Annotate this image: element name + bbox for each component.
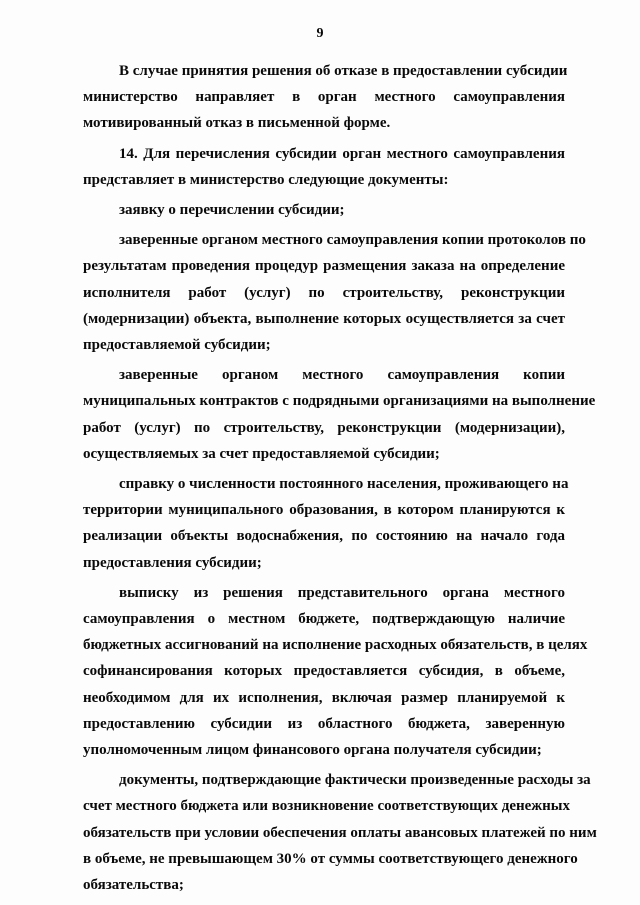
paragraph — [83, 580, 588, 763]
text-line: самоуправления о местном бюджете, подтверждающую наличие — [83, 611, 565, 628]
text-line: бюджетных ассигнований на исполнение расходных обязательств, в целях — [83, 637, 588, 654]
paragraph — [83, 197, 565, 223]
paragraph — [83, 58, 568, 137]
page-number: 9 — [316, 26, 324, 41]
text-line: 14. Для перечисления субсидии орган местного самоуправления — [119, 145, 565, 162]
text-line: заявку о перечислении субсидии; — [119, 202, 345, 219]
text-line: обязательств при условии обеспечения оплаты авансовых платежей по ним — [83, 824, 597, 841]
text-line: (модернизации) объекта, выполнение которых осуществляется за счет — [83, 310, 565, 327]
text-line: необходимом для их исполнения, включая размер планируемой к — [83, 689, 565, 706]
text-line: муниципальных контрактов с подрядными организациями на выполнение — [83, 393, 596, 410]
text-line: исполнителя работ (услуг) по строительству, реконструкции — [83, 284, 565, 301]
text-line: В случае принятия решения об отказе в предоставлении субсидии — [119, 63, 568, 79]
text-line: выписку из решения представительного органа местного — [119, 584, 565, 601]
text-line: территории муниципального образования, в котором планируются к — [83, 502, 565, 519]
text-line: предоставляемой субсидии; — [83, 337, 271, 354]
text-line: уполномоченным лицом финансового органа получателя субсидии; — [83, 742, 542, 759]
text-line: документы, подтверждающие фактически произведенные расходы за — [119, 772, 591, 789]
text-line: министерство направляет в орган местного самоуправления — [83, 89, 565, 106]
text-line: обязательства; — [83, 877, 184, 894]
paragraph — [83, 362, 596, 467]
text-line: заверенные органом местного самоуправления копии — [119, 367, 565, 384]
text-line: представляет в министерство следующие документы: — [83, 171, 449, 188]
paragraph — [83, 141, 565, 193]
text-line: заверенные органом местного самоуправления копии протоколов по — [119, 232, 586, 249]
paragraph — [83, 471, 569, 576]
paragraph — [83, 227, 586, 358]
text-line: софинансирования которых предоставляется субсидия, в объеме, — [83, 663, 565, 680]
text-line: реализации объекты водоснабжения, по состоянию на начало года — [83, 528, 565, 545]
document-body — [83, 58, 597, 898]
text-line: мотивированный отказ в письменной форме. — [83, 115, 391, 132]
text-line: счет местного бюджета или возникновение соответствующих денежных — [83, 798, 571, 815]
text-line: работ (услуг) по строительству, реконструкции (модернизации), — [83, 419, 565, 436]
text-line: предоставления субсидии; — [83, 554, 262, 571]
paragraph — [83, 767, 597, 898]
text-line: осуществляемых за счет предоставляемой субсидии; — [83, 445, 440, 462]
text-line: предоставлению субсидии из областного бюджета, заверенную — [83, 715, 565, 732]
text-line: справку о численности постоянного населения, проживающего на — [119, 476, 569, 493]
text-line: результатам проведения процедур размещения заказа на определение — [83, 258, 565, 275]
text-line: в объеме, не превышающем 30% от суммы соответствующего денежного — [83, 850, 578, 867]
